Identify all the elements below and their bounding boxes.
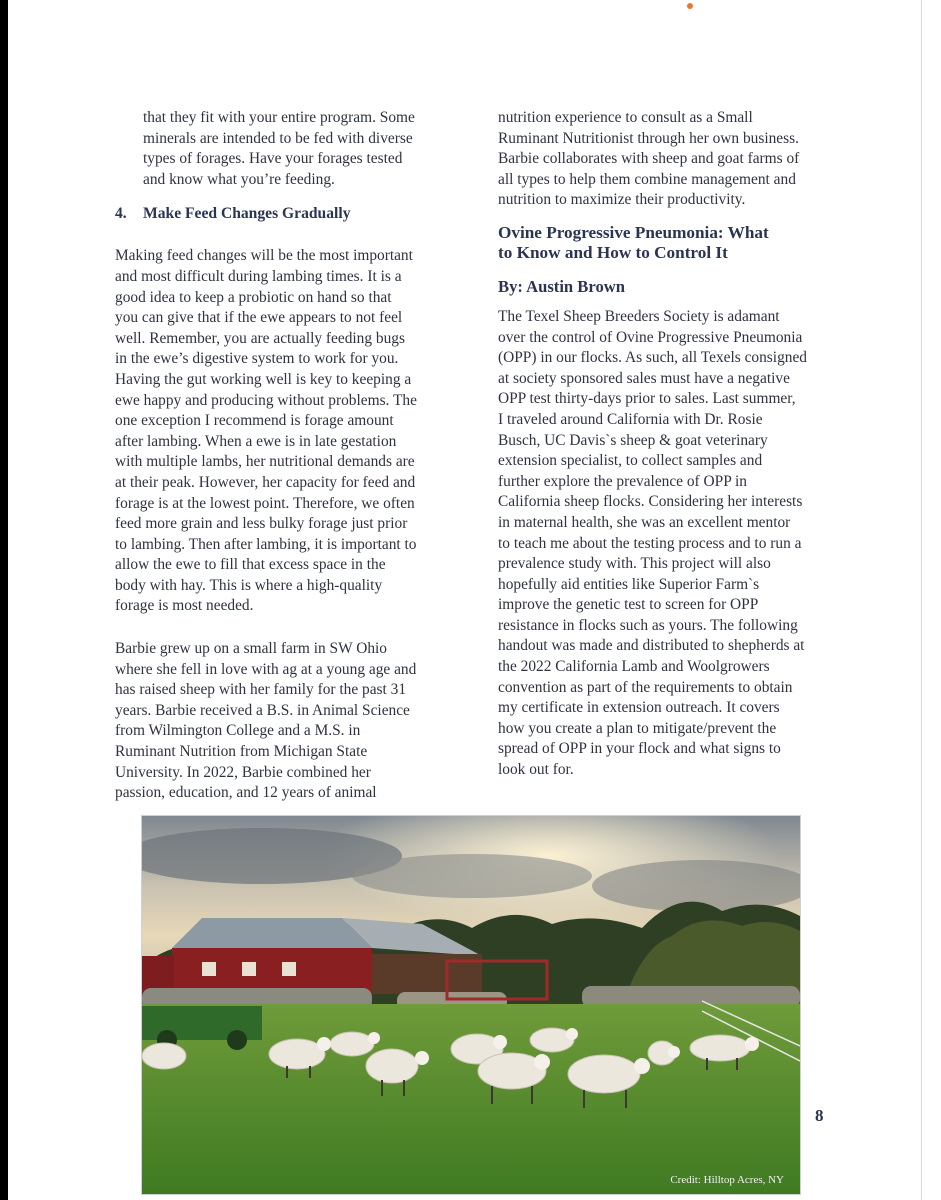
section-title: Make Feed Changes Gradually bbox=[143, 205, 351, 223]
text-line: Barbie grew up on a small farm in SW Ohio bbox=[115, 640, 387, 658]
text-line: years. Barbie received a B.S. in Animal Science bbox=[115, 701, 410, 719]
text-line: Barbie collaborates with sheep and goat farms of bbox=[498, 150, 800, 168]
text-line: Busch, UC Davis`s sheep & goat veterinary bbox=[498, 431, 768, 449]
text-line: spread of OPP in your flock and what signs to bbox=[498, 740, 781, 758]
text-line: University. In 2022, Barbie combined her bbox=[115, 763, 371, 781]
text-line: over the control of Ovine Progressive Pneumonia bbox=[498, 328, 803, 346]
page-number: 8 bbox=[815, 1106, 824, 1125]
text-line: (OPP) in our flocks. As such, all Texels consigned bbox=[498, 349, 807, 367]
text-line: OPP test thirty-days prior to sales. Last summer, bbox=[498, 390, 796, 408]
text-line: I traveled around California with Dr. Rosie bbox=[498, 410, 763, 428]
text-line: from Wilmington College and a M.S. in bbox=[115, 722, 361, 740]
text-line: hopefully aid entities like Superior Farm`s bbox=[498, 575, 760, 593]
text-line: handout was made and distributed to shepherds at bbox=[498, 637, 805, 655]
text-line: minerals are intended to be fed with diverse bbox=[143, 129, 413, 147]
text-line: convention as part of the requirements to obtain bbox=[498, 678, 793, 696]
author-bio-continued bbox=[498, 108, 828, 211]
farm-scene-illustration bbox=[142, 816, 800, 1194]
text-line: extension specialist, to collect samples and bbox=[498, 452, 763, 470]
text-line: passion, education, and 12 years of animal bbox=[115, 784, 377, 802]
text-line: and know what you’re feeding. bbox=[143, 170, 335, 188]
text-line: Making feed changes will be the most important bbox=[115, 247, 413, 265]
text-line: California sheep flocks. Considering her interests bbox=[498, 493, 803, 511]
author-bio-paragraph bbox=[115, 639, 447, 804]
text-line: in maternal health, she was an excellent mentor bbox=[498, 513, 791, 531]
article-title-line: to Know and How to Control It bbox=[498, 243, 728, 263]
article-body-paragraph bbox=[498, 307, 828, 781]
text-line: body with hay. This is where a high-quality bbox=[115, 576, 383, 594]
text-line: where she fell in love with ag at a young age and bbox=[115, 660, 417, 678]
text-line: ewe happy and producing without problems. The bbox=[115, 391, 417, 409]
text-line: with multiple lambs, her nutritional demands are bbox=[115, 453, 415, 471]
next-page-edge bbox=[921, 0, 941, 1200]
text-line: how you create a plan to mitigate/prevent the bbox=[498, 719, 777, 737]
left-column bbox=[115, 108, 447, 804]
text-line: all types to help them combine management and bbox=[498, 170, 796, 188]
article-title-line: Ovine Progressive Pneumonia: What bbox=[498, 222, 769, 242]
text-line: look out for. bbox=[498, 761, 574, 779]
continued-paragraph bbox=[115, 108, 447, 190]
text-line: at their peak. However, her capacity for feed and bbox=[115, 473, 416, 491]
text-line: and most difficult during lambing times. It is a bbox=[115, 267, 402, 285]
text-line: that they fit with your entire program. Some bbox=[143, 109, 415, 126]
text-line: Ruminant Nutrition from Michigan State bbox=[115, 743, 368, 761]
text-line: resistance in flocks such as yours. The following bbox=[498, 616, 798, 634]
text-line: Having the gut working well is key to keeping a bbox=[115, 370, 412, 388]
text-line: nutrition to maximize their productivity. bbox=[498, 191, 746, 209]
text-line: my certificate in extension outreach. It covers bbox=[498, 699, 780, 717]
farm-sheep-photo bbox=[141, 815, 801, 1195]
text-line: prevalence study with. This project will also bbox=[498, 555, 771, 573]
text-line: nutrition experience to consult as a Small bbox=[498, 109, 753, 126]
text-line: The Texel Sheep Breeders Society is adamant bbox=[498, 307, 780, 325]
text-line: further explore the prevalence of OPP in bbox=[498, 472, 748, 490]
text-line: improve the genetic test to screen for OPP bbox=[498, 596, 759, 614]
top-indicator-dot bbox=[687, 3, 693, 9]
photo-credit: Credit: Hilltop Acres, NY bbox=[670, 1174, 784, 1186]
article-title bbox=[498, 223, 828, 264]
text-line: you can give that if the ewe appears to not feel bbox=[115, 309, 403, 327]
text-line: good idea to keep a probiotic on hand so that bbox=[115, 288, 392, 306]
text-line: has raised sheep with her family for the past 31 bbox=[115, 681, 407, 699]
text-line: one exception I recommend is forage amount bbox=[115, 412, 394, 430]
text-line: forage is most needed. bbox=[115, 597, 254, 615]
section-heading bbox=[115, 204, 447, 224]
feed-changes-paragraph bbox=[115, 246, 447, 617]
text-line: Ruminant Nutritionist through her own business. bbox=[498, 129, 799, 147]
text-line: to teach me about the testing process and to run a bbox=[498, 534, 802, 552]
text-line: feed more grain and less bulky forage just prior bbox=[115, 515, 408, 533]
text-line: at society sponsored sales must have a negative bbox=[498, 369, 790, 387]
right-column bbox=[498, 108, 828, 781]
text-line: well. Remember, you are actually feeding bugs bbox=[115, 329, 405, 347]
text-line: types of forages. Have your forages tested bbox=[143, 150, 403, 168]
text-line: allow the ewe to fill that excess space in the bbox=[115, 556, 386, 574]
text-line: in the ewe’s digestive system to work for you. bbox=[115, 350, 399, 368]
section-number: 4. bbox=[115, 205, 127, 223]
text-line: forage is at the lowest point. Therefore, we often bbox=[115, 494, 415, 512]
article-byline: By: Austin Brown bbox=[498, 276, 625, 296]
text-line: the 2022 California Lamb and Woolgrowers bbox=[498, 658, 770, 676]
text-line: to lambing. Then after lambing, it is important to bbox=[115, 535, 417, 553]
text-line: after lambing. When a ewe is in late gestation bbox=[115, 432, 397, 450]
